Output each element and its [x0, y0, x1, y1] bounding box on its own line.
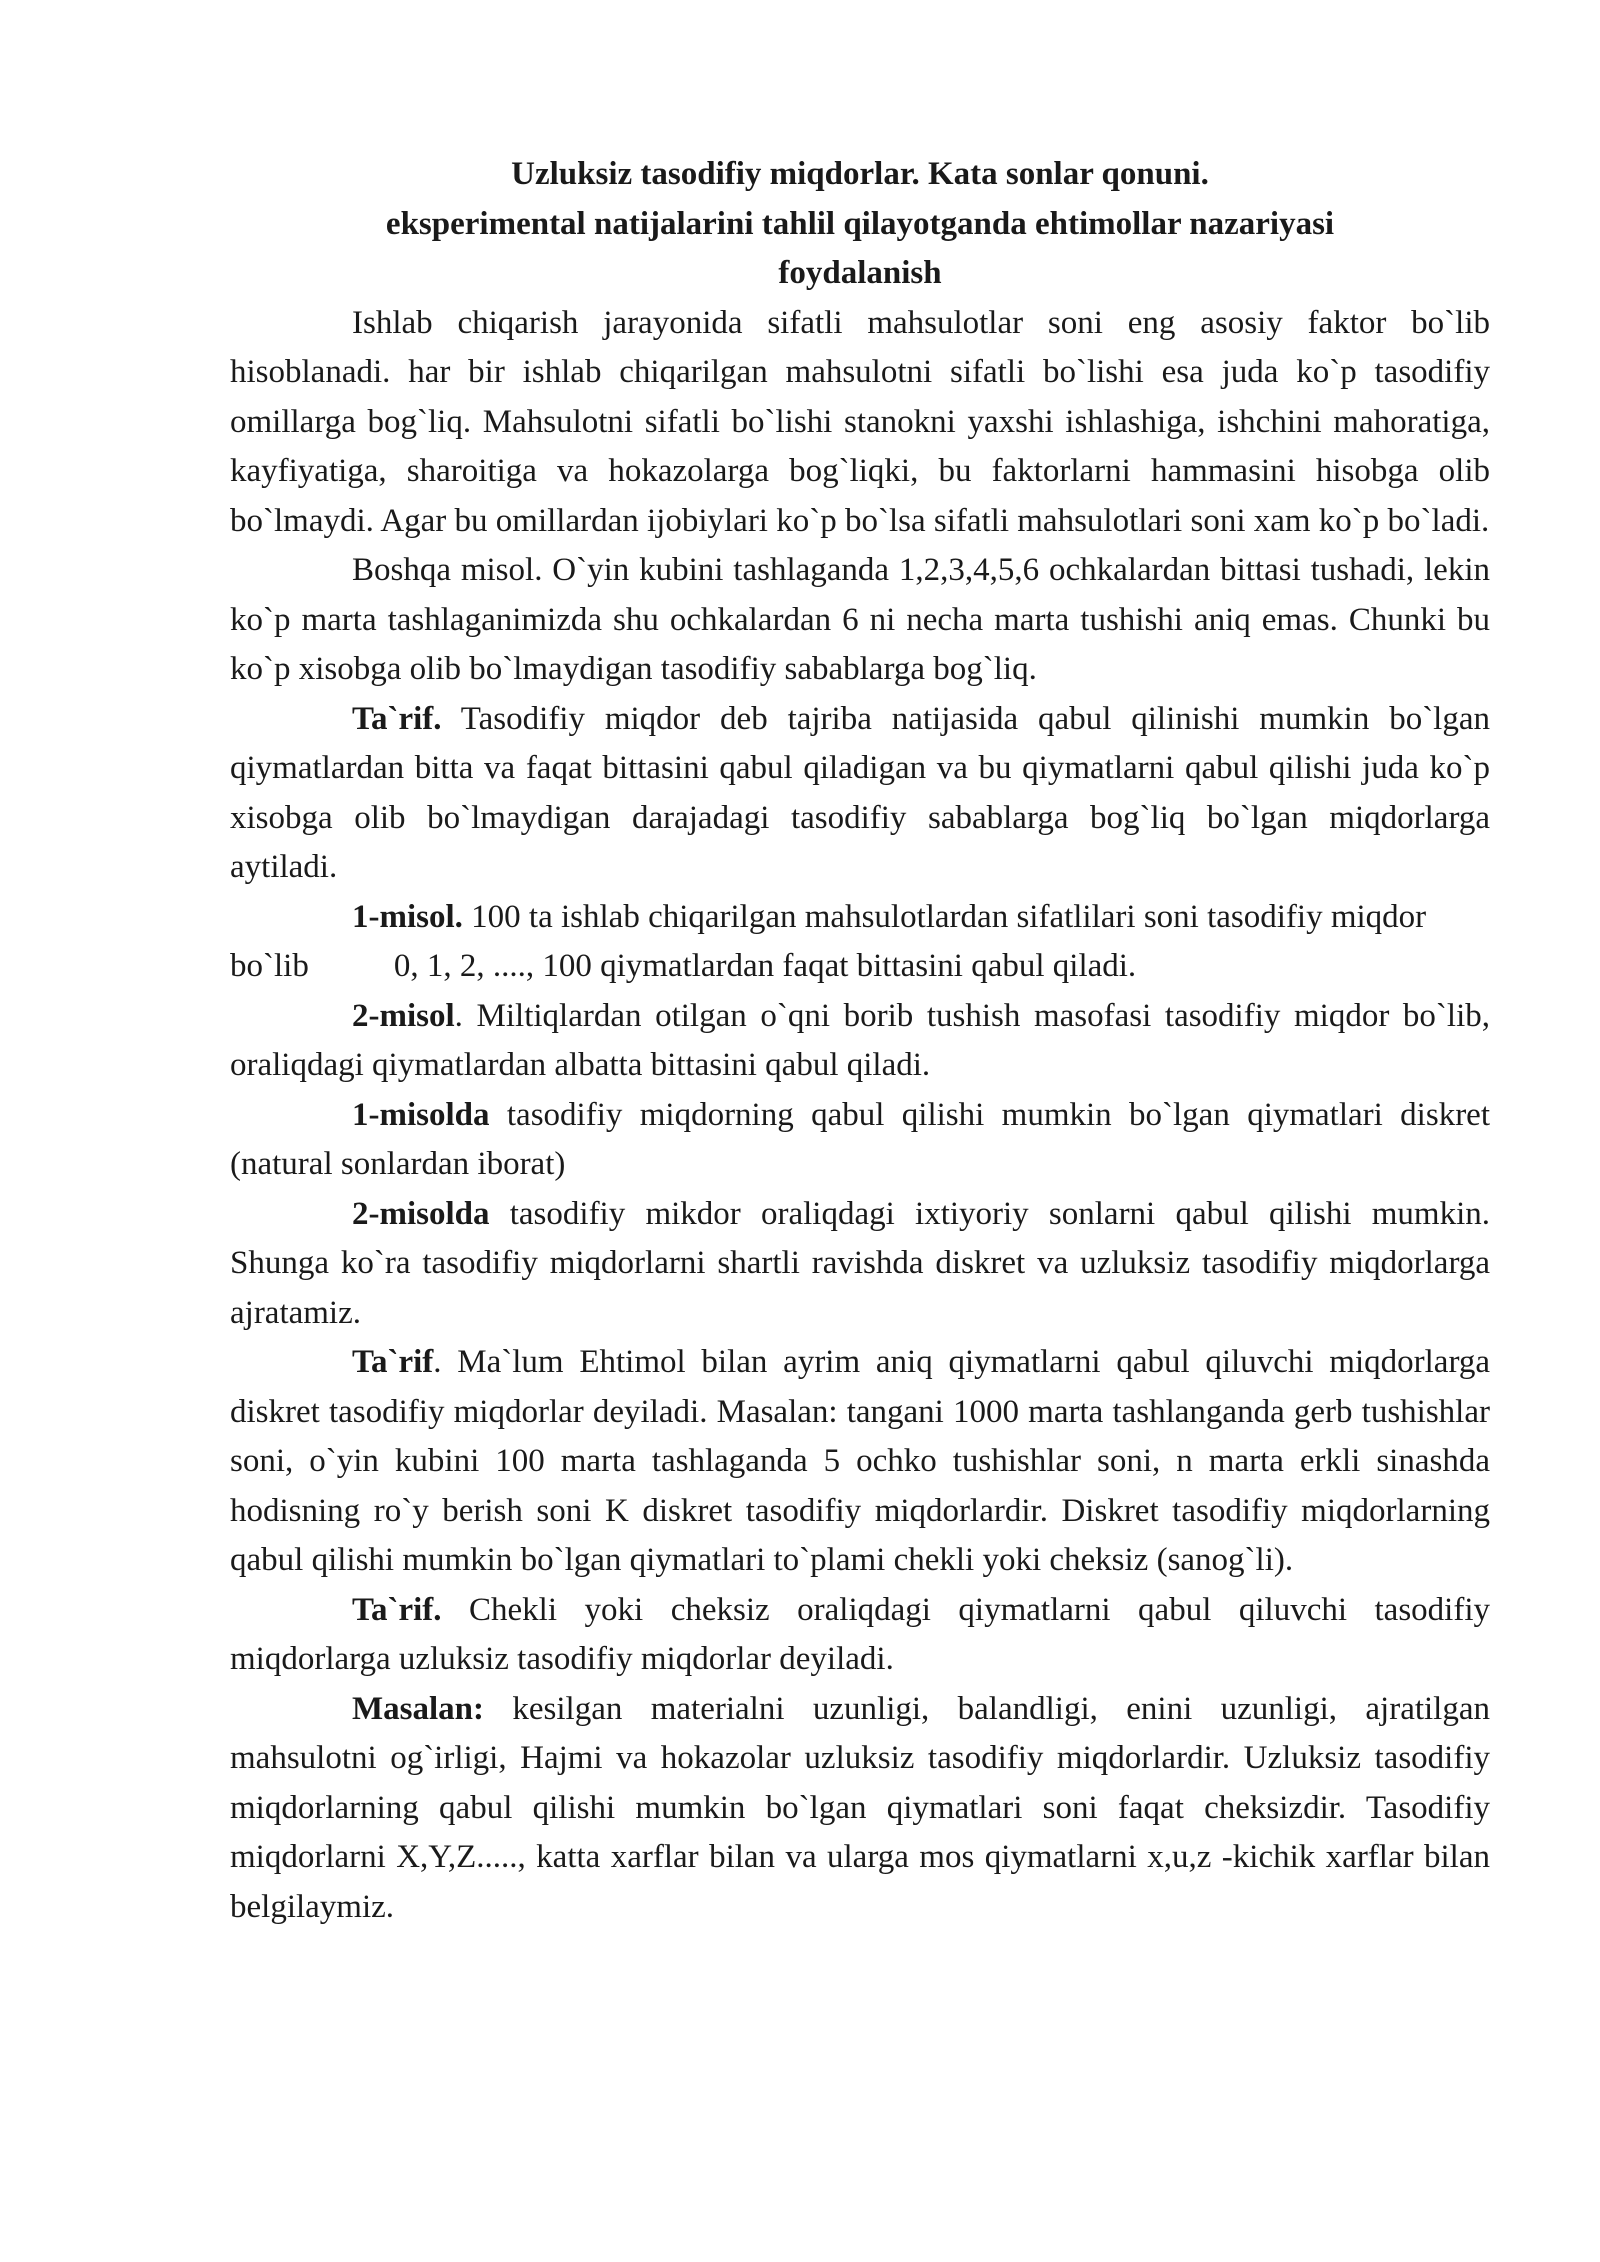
paragraph-text: 100 ta ishlab chiqarilgan mahsulotlardan sifatlilari soni tasodifiy miqdor bo`lib: [230, 898, 1427, 984]
paragraph-lead: Masalan:: [352, 1690, 484, 1727]
paragraph-example-2-note: [230, 1190, 1490, 1339]
paragraph-text: kesilgan materialni uzunligi, balandligi, enini uzunligi, ajratilgan mahsulotni og`irligi, Hajmi va hokazolar uzluksiz tasodifiy miqdorlardir. Uzluksiz tasodifiy miqdorlarning qabul qilishi mumkin bo`lgan qiymatlari soni faqat cheksizdir. Tasodifiy miqdorlarni X,Y,Z....., katta xarflar bilan va ularga mos qiymatlarni x,u,z -kichik xarflar bilan belgilaymiz.: [230, 1690, 1490, 1925]
paragraph-lead: Ta`rif.: [352, 700, 442, 737]
paragraph-text: . Ma`lum Ehtimol bilan ayrim aniq qiymatlarni qabul qiluvchi miqdorlarga diskret tasodifiy miqdorlar deyiladi. Masalan: tangani 1000 marta tashlanganda gerb tushishlar soni, o`yin kubini 100 marta tashlaganda 5 ochko tushishlar soni, n marta erkli sinashda hodisning ro`y berish soni K diskret tasodifiy miqdorlardir. Diskret tasodifiy miqdorlarning qabul qilishi mumkin bo`lgan qiymatlari to`plami chekli yoki cheksiz (sanog`li).: [230, 1344, 1490, 1578]
paragraph-text: tasodifiy miqdorning qabul qilishi mumkin bo`lgan qiymatlari diskret (natural sonlardan iborat): [230, 1096, 1490, 1182]
paragraph-lead: 2-misolda: [352, 1195, 490, 1232]
paragraph-text: Ishlab chiqarish jarayonida sifatli mahsulotlar soni eng asosiy faktor bo`lib hisoblanadi. har bir ishlab chiqarilgan mahsulotni sifatli bo`lishi esa juda ko`p tasodifiy omillarga bog`liq. Mahsulotni sifatli bo`lishi stanokni yaxshi ishlashiga, ishchini mahoratiga, kayfiyatiga, sharoitiga va hokazolarga bog`liqki, bu faktorlarni hammasini hisobga olib bo`lmaydi. Agar bu omillardan ijobiylari ko`p bo`lsa sifatli mahsulotlari soni xam ko`p bo`ladi.: [230, 304, 1490, 539]
paragraph-lead: Ta`rif.: [352, 1591, 442, 1628]
paragraph-text: Boshqa misol. O`yin kubini tashlaganda 1,2,3,4,5,6 ochkalardan bittasi tushadi, lekin ko`p marta tashlaganimizda shu ochkalardan 6 ni necha marta tushishi aniq emas. Chunki bu ko`p xisobga olib bo`lmaydigan tasodifiy sabablarga bog`liq.: [230, 552, 1490, 687]
paragraph-lead: 1-misolda: [352, 1096, 490, 1133]
document-page: [230, 150, 1490, 1932]
document-title: [230, 150, 1490, 299]
paragraph-example-1: [230, 893, 1490, 992]
paragraph-lead: 1-misol.: [352, 898, 463, 935]
paragraph-definition-1: [230, 695, 1490, 893]
paragraph-text: tasodifiy mikdor oraliqdagi ixtiyoriy sonlarni qabul qilishi mumkin. Shunga ko`ra tasodifiy miqdorlarni shartli ravishda diskret va uzluksiz tasodifiy miqdorlarga ajratamiz.: [230, 1195, 1490, 1331]
paragraph-lead: 2-misol: [352, 997, 455, 1034]
title-line-1: Uzluksiz tasodifiy miqdorlar. Kata sonlar qonuni.: [511, 156, 1209, 192]
paragraph-text-continued: 0, 1, 2, ...., 100 qiymatlardan faqat bittasini qabul qiladi.: [393, 948, 1137, 984]
paragraph-text: . Miltiqlardan otilgan o`qni borib tushish masofasi tasodifiy miqdor bo`lib, oraliqdagi qiymatlardan albatta bittasini qabul qiladi.: [230, 997, 1490, 1083]
title-line-2: eksperimental natijalarini tahlil qilayotganda ehtimollar nazariyasi: [385, 205, 1335, 242]
paragraph-intro: [230, 299, 1490, 547]
paragraph-text: Chekli yoki cheksiz oraliqdagi qiymatlarni qabul qiluvchi tasodifiy miqdorlarga uzluksiz tasodifiy miqdorlar deyiladi.: [230, 1591, 1490, 1677]
paragraph-definition-discrete: [230, 1338, 1490, 1586]
paragraph-dice-example: [230, 546, 1490, 695]
paragraph-lead: Ta`rif: [352, 1344, 434, 1380]
title-line-3: foydalanish: [778, 255, 942, 291]
paragraph-example-1-note: [230, 1091, 1490, 1190]
paragraph-example-2: [230, 992, 1490, 1091]
paragraph-definition-continuous: [230, 1586, 1490, 1685]
paragraph-continuous-examples: [230, 1685, 1490, 1933]
paragraph-text: Tasodifiy miqdor deb tajriba natijasida qabul qilinishi mumkin bo`lgan qiymatlardan bitta va faqat bittasini qabul qiladigan va bu qiymatlarni qabul qilishi juda ko`p xisobga olib bo`lmaydigan darajadagi tasodifiy sabablarga bog`liq bo`lgan miqdorlarga aytiladi.: [230, 700, 1490, 885]
